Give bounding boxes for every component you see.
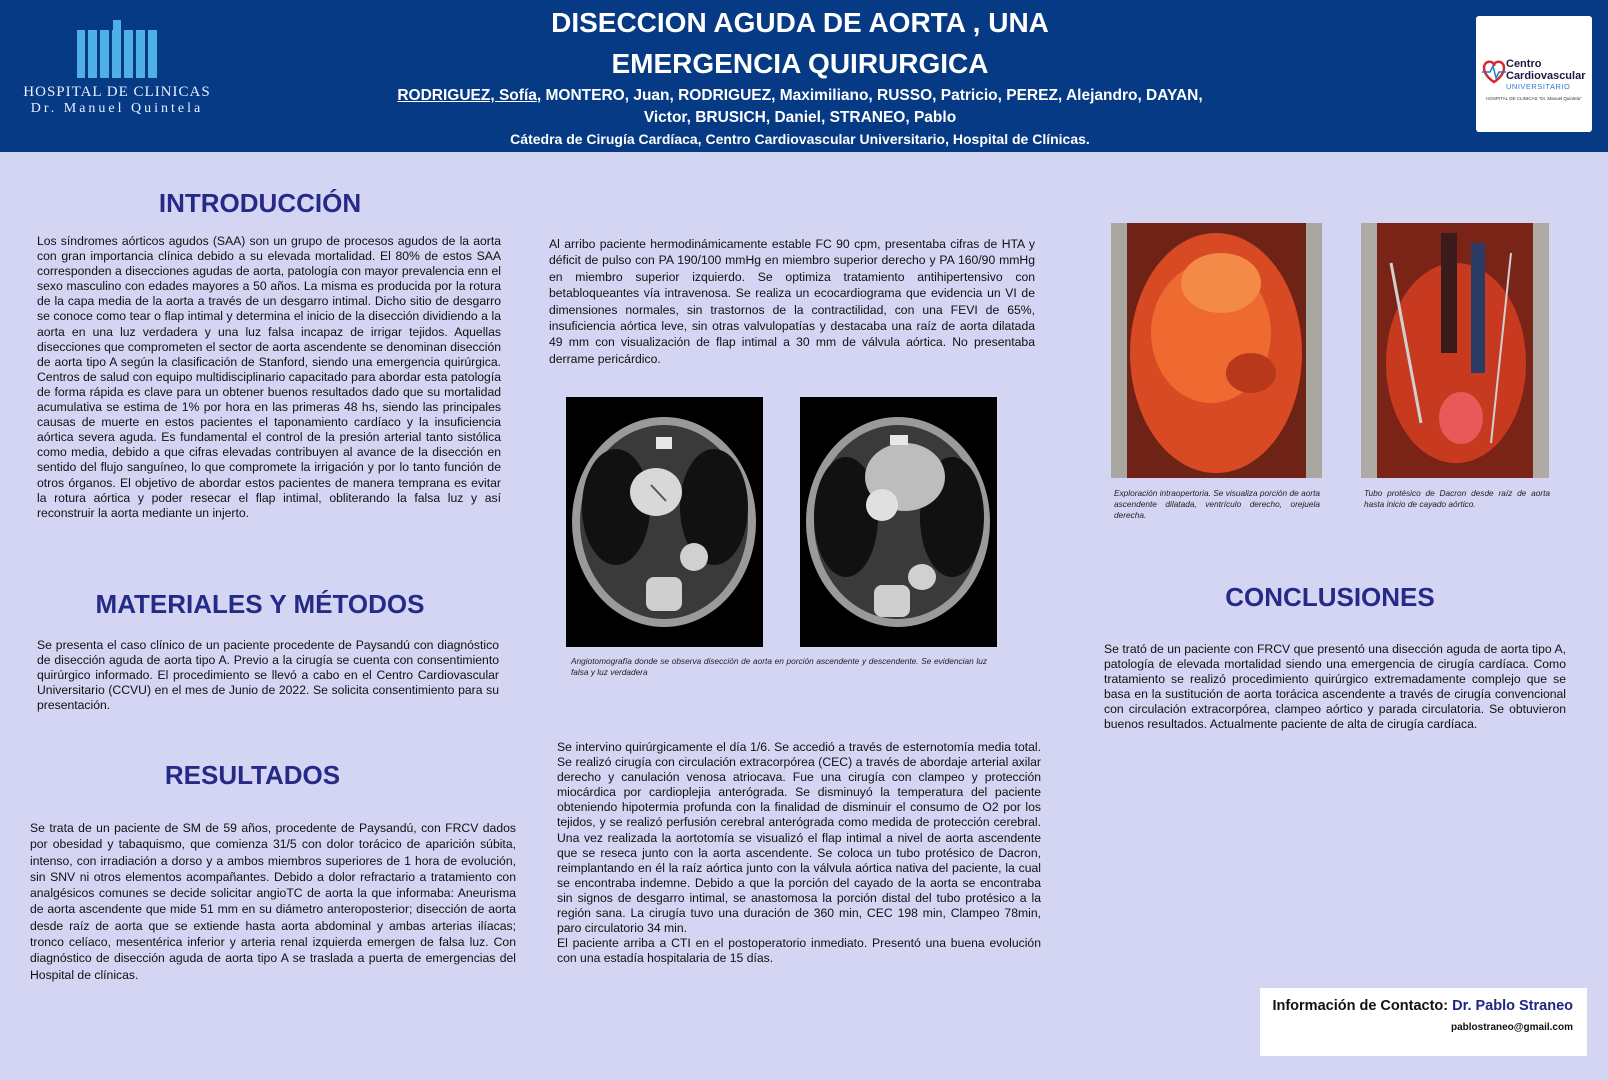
materiales-body: Se presenta el caso clínico de un paciente procedente de Paysandú con diagnóstico de disección aguda de aorta tipo A. Previo a la cirugía se cuenta con consentimiento quirúrgico informado. El procedimiento se llevó a cabo en el Centro Cardiovascular Universitario (CCVU) en el mes de Junio de 2022. Se solicita consentimiento para su presentación. [37,638,499,713]
intraop-photo-1 [1111,223,1322,478]
photo1-caption: Exploración intraopertoria. Se visualiza porción de aorta ascendente dilatada, ventrículo derecho, orejuela derecha. [1114,488,1320,520]
authors-rest: , MONTERO, Juan, RODRIGUEZ, Maximiliano, RUSSO, Patricio, PEREZ, Alejandro, DAYAN, [536,87,1203,104]
contact-label: Información de Contacto: [1272,998,1453,1014]
poster-title [360,2,1240,84]
first-author: RODRIGUEZ, Sofía [397,87,537,104]
hospital-logo-name: HOSPITAL DE CLINICAS [23,84,211,100]
hospital-logo [12,20,222,120]
poster-header [0,0,1608,152]
ccvu-logo-line1: Centro [1506,58,1542,70]
introduccion-body: Los síndromes aórticos agudos (SAA) son un grupo de procesos agudos de la aorta con gran importancia clínica debido a su elevada mortalidad. El 80% de estos SAA corresponden a disecciones agudas de aorta, patología con mayor prevalencia enn el sexo masculino con edades mayores a 50 años. La misma es producida por la rotura de la capa media de la aorta a través de un desgarro intimal. Dicho sitio de desgarro se conoce como tear o flap intimal y determina el inicio de la disección dividiendo a la aorta en una luz verdadera y una luz falsa incapaz de irrigar tejidos. Aquellas disecciones que comprometen el sector de aorta ascendente se denominan disección de aorta tipo A según la clasificación de Stanford, siendo una emergencia quirúrgica. Centros de salud con equipo multidisciplinario capacitado para abordar esta patología de forma rápida es clave para un obtener buenos resultados dado que su mortalidad acumulativa se estima de 1% por hora en las primeras 48 hs, siendo las principales causas de muerte en estos pacientes el taponamiento cardíaco y la insuficiencia aórtica severa aguda. Es fundamental el control de la presión arterial tanto sistólica como media, debido a que cifras elevadas contribuyen al avance de la disección en sentido del flujo sanguíneo, lo que compromete la irrigación y por lo tanto función de otros órganos. El objetivo de abordar estos pacientes de manera temprana es evitar la rotura aórtica y poder resecar el flap intimal, obliterando la falsa luz y así reconstruir la aorta mediante un injerto. [37,234,501,520]
conclusiones-body: Se trató de un paciente con FRCV que presentó una disección aguda de aorta tipo A, patología de elevada mortalidad siendo una emergencia de cirugía cardíaca. Como tratamiento se realizó procedimiento quirúrgico extremadamente complejo que se basa en la sustitución de aorta torácica ascendente a través de cirugía convencional con circulación extracorpórea, clampeo aórtico y parada circulatoria. Se obtuvieron buenos resultados. Actualmente paciente de alta de cirugía cardíaca. [1104,642,1566,732]
arribo-body: Al arribo paciente hermodinámicamente estable FC 90 cpm, presentaba cifras de HTA y déficit de pulso con PA 190/100 mmHg en miembro superior derecho y PA 160/90 mmHg en miembro superior izquierdo. Se optimiza tratamiento antihipertensivo con betabloqueantes vía intravenosa. Se realiza un ecocardiograma que evidencia un VI de dimensiones normales, sin trastornos de la contractilidad, con una FEVI de 65%, insuficiencia aórtica leve, sin otras valvulopatías y destacaba una raíz de aorta dilatada 49 mm con visualización de flap intimal a 30 mm de válvula aórtica. No presentaba derrame pericárdico. [549,237,1035,366]
authors [360,85,1240,129]
photo2-caption: Tubo protésico de Dacron desde raíz de aorta hasta inicio de cayado aórtico. [1364,488,1550,509]
title-line-2: EMERGENCIA QUIRURGICA [611,48,989,79]
materiales-heading: MATERIALES Y MÉTODOS [95,589,425,619]
ct-scan-image-2 [800,397,997,647]
authors-line-2: Victor, BRUSICH, Daniel, STRANEO, Pablo [643,109,957,126]
ccvu-logo-line4: HOSPITAL DE CLINICAS "Dr. Manuel Quintela" [1486,96,1582,101]
ccvu-logo-line2: Cardiovascular [1506,70,1586,82]
authors-line-1 [360,85,1240,107]
contact-email[interactable]: pablostraneo@gmail.com [1451,1022,1573,1033]
intraop-photo-2 [1361,223,1549,478]
cirugia-body [557,740,1041,966]
contact-line [1272,998,1573,1014]
conclusiones-heading: CONCLUSIONES [1225,582,1435,612]
affiliation: Cátedra de Cirugía Cardíaca, Centro Cardiovascular Universitario, Hospital de Clínicas. [510,131,1090,147]
hospital-logo-icon [77,20,157,78]
resultados-body: Se trata de un paciente de SM de 59 años, procedente de Paysandú, con FRCV dados por obesidad y tabaquismo, que comienza 31/5 con dolor torácico de aparición súbita, intenso, con irradiación a dorso y a ambos miembros superiores de 1 hora de evolución, sin SNV ni otros elementos acompañantes. Debido a dolor refractario a tratamiento con analgésicos comunes se decide solicitar angioTC de aorta la que informaba: Aneurisma de aorta ascendente que mide 51 mm en su diámetro anteroposterior; disección de aorta desde raíz de aorta que se extiende hasta aorta abdominal y ambas arterias ilíacas; tronco celíaco, mesentérica inferior y arteria renal izquierda emergen de falsa luz. Con diagnóstico de disección aguda de aorta tipo A se traslada a puerta de emergencias del Hospital de clínicas. [30,821,516,982]
title-line-1: DISECCION AGUDA DE AORTA , UNA [551,7,1049,38]
ct-scan-image-1 [566,397,763,647]
contact-box [1260,988,1587,1056]
ccvu-heart-icon [1480,56,1508,86]
ccvu-logo [1476,16,1592,132]
ccvu-logo-title [1506,58,1585,82]
hospital-logo-subname: Dr. Manuel Quintela [30,101,204,116]
cirugia-paragraph-2: El paciente arriba a CTI en el postoperatorio inmediato. Presentó una buena evolución con una estadía hospitalaria de 15 días. [557,936,1041,966]
contact-name: Dr. Pablo Straneo [1452,998,1573,1014]
resultados-heading: RESULTADOS [164,760,341,790]
cirugia-paragraph-1: Se intervino quirúrgicamente el día 1/6. Se accedió a través de esternotomía media total. Se realizó cirugía con circulación extracorpórea (CEC) a través de abordaje arterial axilar derecho y canulación venosa atriocava. Fue una cirugía con clampeo y protección miocárdica por cardioplejia anterógrada. Se disminuyó la temperatura del paciente obteniendo hipotermia profunda con la finalidad de disminuir el consumo de O2 por los tejidos, y se realizó perfusión cerebral anterógrada como medida de protección cerebral. Una vez realizada la aortotomía se visualizó el flap intimal a nivel de aorta ascendente que se reseca junto con la aorta ascendente. Se coloca un tubo protésico de Dacron, reimplantando en él la raíz aórtica junto con la válvula aórtica nativa del paciente, la cual se encontraba indemne. Debido a que la porción del cayado de la aorta se encontraba sin signos de desgarro intimal, se anastomosa la porción distal del tubo protésico a la región sana. La cirugía tuvo una duración de 360 min, CEC 198 min, Clampeo 78min, paro circulatorio 34 min. [557,740,1041,936]
ccvu-logo-line3: UNIVERSITARIO [1506,82,1571,91]
ct-caption: Angiotomografía donde se observa disección de aorta en porción ascendente y descendente. Se evidencian luz falsa y luz verdadera [571,656,987,677]
introduccion-heading: INTRODUCCIÓN [158,188,362,218]
